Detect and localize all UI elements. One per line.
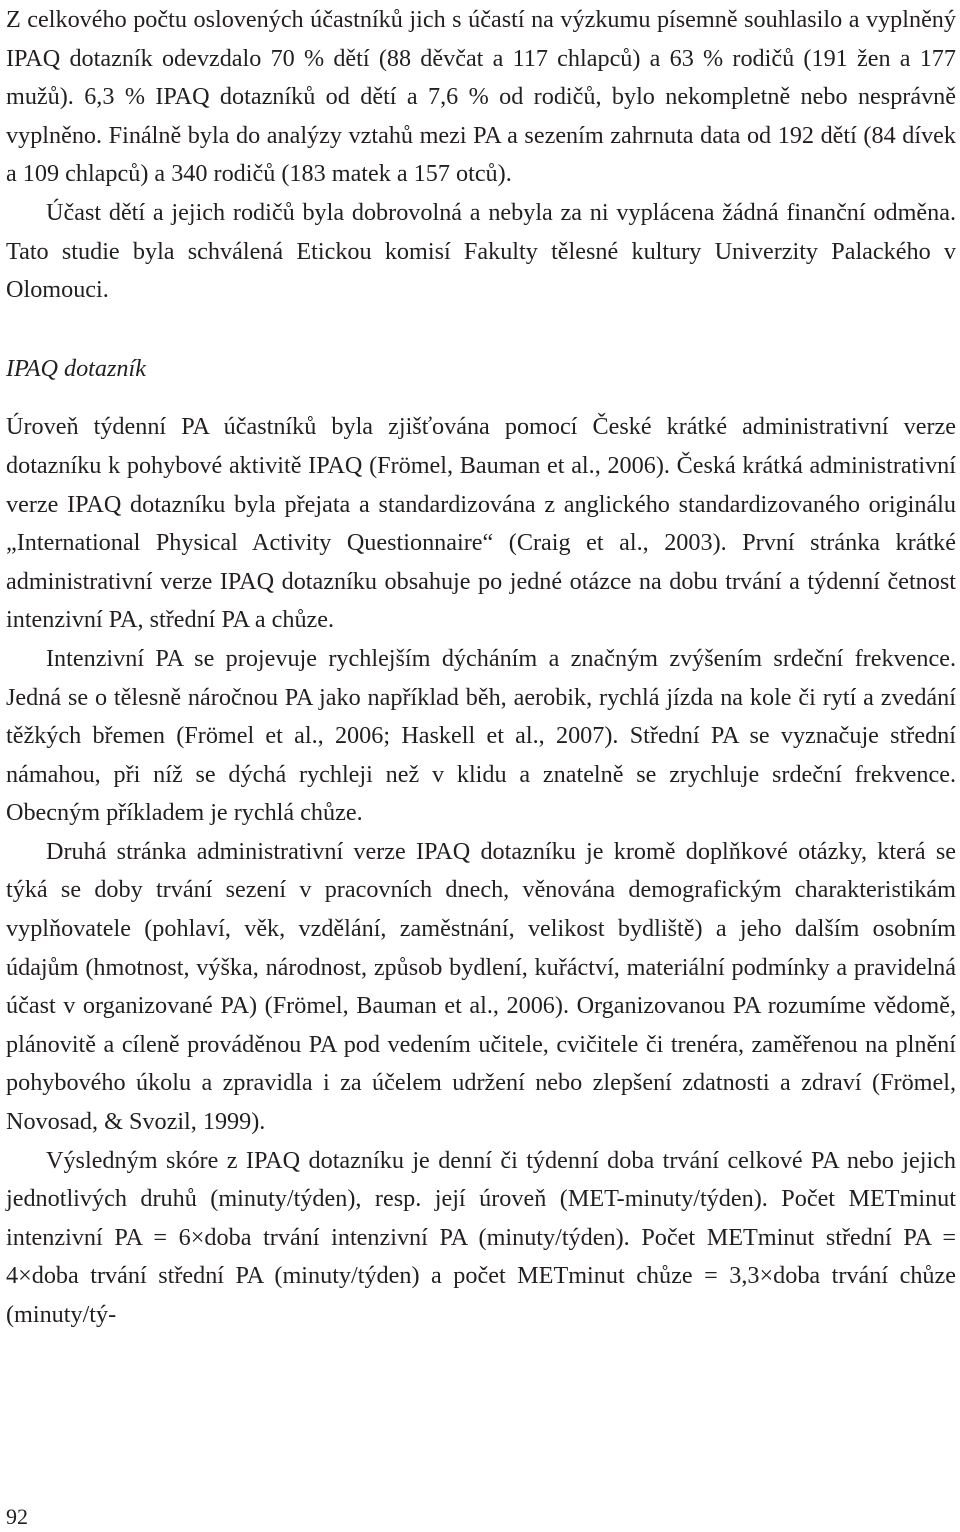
section-heading: IPAQ dotazník <box>6 354 146 382</box>
body-paragraph-ipaq-intro: Úroveň týdenní PA účastníků byla zjišťována pomocí České krátké administrativní verze dotazníku k pohybové aktivitě IPAQ (Frömel, Bauman et al., 2006). Česká krátká administrativní verze IPAQ dotazníku byla přejata a standardizována z anglického standardizovaného originálu „International Physical Activity Questionnaire“ (Craig et al., 2003). První stránka krátké administrativní verze IPAQ dotazníku obsahuje po jedné otázce na dobu trvání a týdenní četnost intenzivní PA, střední PA a chůze. <box>6 413 956 634</box>
body-paragraph-score: Výsledným skóre z IPAQ dotazníku je denní či týdenní doba trvání celkové PA nebo jejich jednotlivých druhů (minuty/týden), resp. její úroveň (MET-minuty/týden). Počet METminut intenzivní PA = 6×doba trvání intenzivní PA (minuty/týden). Počet METminut střední PA = 4×doba trvání střední PA (minuty/týden) a počet METminut chůze = 3,3×doba trvání chůze (minuty/tý- <box>6 1146 956 1328</box>
body-paragraph-intensive-pa: Intenzivní PA se projevuje rychlejším dýcháním a značným zvýšením srdeční frekvence. Jedná se o tělesně náročnou PA jako například běh, aerobik, rychlá jízda na kole či rytí a zvedání těžkých břemen (Frömel et al., 2006; Haskell et al., 2007). Střední PA se vyznačuje střední námahou, při níž se dýchá rychleji než v klidu a znatelně se zrychluje srdeční frekvence. Obecným příkladem je rychlá chůze. <box>6 644 956 827</box>
body-paragraph-second-page: Druhá stránka administrativní verze IPAQ dotazníku je kromě doplňkové otázky, která se týká se doby trvání sezení v pracovních dnech, věnována demografickým charakteristikám vyplňovatele (pohlaví, věk, vzdělání, zaměstnání, velikost bydliště) a jeho dalším osobním údajům (hmotnost, výška, národnost, způsob bydlení, kuřáctví, materiální podmínky a pravidelná účast v organizované PA) (Frömel, Bauman et al., 2006). Organizovanou PA rozumíme vědomě, plánovitě a cíleně prováděnou PA pod vedením učitele, cvičitele či trenéra, zaměřenou na plnění pohybového úkolu a zpravidla i za účelem udržení nebo zlepšení zdatnosti a zdraví (Frömel, Novosad, & Svozil, 1999). <box>6 837 956 1136</box>
page-body <box>6 0 956 1335</box>
body-paragraph-ethics: Účast dětí a jejich rodičů byla dobrovolná a nebyla za ni vyplácena žádná finanční odměna. Tato studie byla schválená Etickou komisí Fakulty tělesné kultury Univerzity Palackého v Olomouci. <box>6 198 956 304</box>
page-number: 92 <box>6 1504 28 1529</box>
body-paragraph-participants: Z celkového počtu oslovených účastníků jich s účastí na výzkumu písemně souhlasilo a vyplněný IPAQ dotazník odevzdalo 70 % dětí (88 děvčat a 117 chlapců) a 63 % rodičů (191 žen a 177 mužů). 6,3 % IPAQ dotazníků od dětí a 7,6 % od rodičů, bylo nekompletně nebo nesprávně vyplněno. Finálně byla do analýzy vztahů mezi PA a sezením zahrnuta data od 192 dětí (84 dívek a 109 chlapců) a 340 rodičů (183 matek a 157 otců). <box>6 6 956 188</box>
